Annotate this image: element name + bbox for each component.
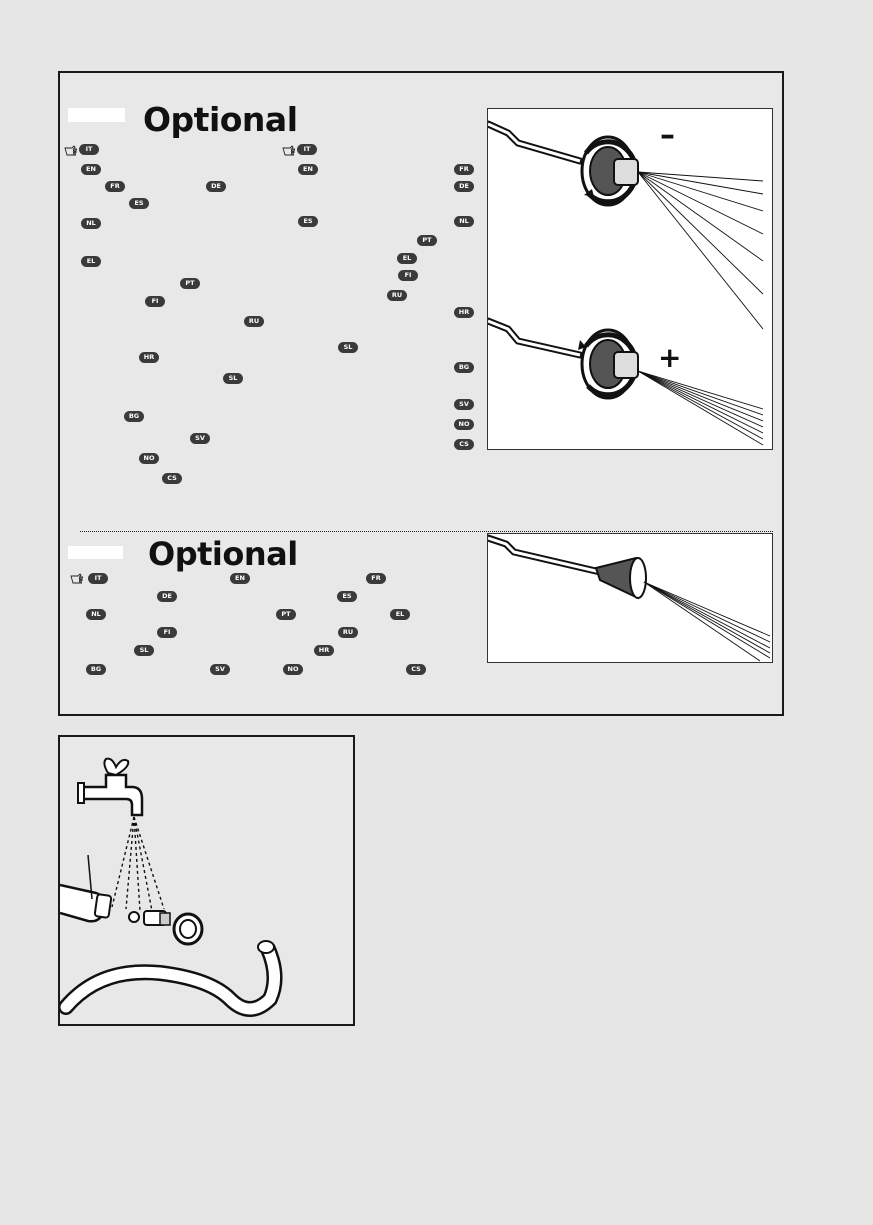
language-badge: FR [105, 181, 125, 192]
language-badge: IT [297, 144, 317, 155]
section-divider [80, 531, 773, 532]
language-badge: NO [454, 419, 474, 430]
language-badge: SV [210, 664, 230, 675]
language-badge: DE [157, 591, 177, 602]
language-badge: EN [298, 164, 318, 175]
section-heading-adjustable-nozzle: Optional [143, 100, 298, 139]
language-badge: HR [139, 352, 159, 363]
pointing-hand-icon [70, 573, 84, 584]
language-badge: NO [139, 453, 159, 464]
language-badge: ES [337, 591, 357, 602]
language-badge: FI [145, 296, 165, 307]
adjustable-nozzle-figure [487, 108, 773, 450]
language-badge: FI [157, 627, 177, 638]
pointing-hand-icon [64, 145, 78, 156]
hose-filter-figure [60, 737, 353, 1024]
language-badge: CS [406, 664, 426, 675]
language-badge: PT [276, 609, 296, 620]
plus-label: + [658, 341, 682, 374]
language-badge: IT [79, 144, 99, 155]
language-badge: RU [387, 290, 407, 301]
language-badge: BG [86, 664, 106, 675]
language-badge: RU [338, 627, 358, 638]
language-badge: PT [417, 235, 437, 246]
language-badge: NL [81, 218, 101, 229]
minus-label: – [660, 118, 675, 153]
language-badge: EL [390, 609, 410, 620]
section-tab-marker [68, 108, 125, 122]
language-badge: FR [366, 573, 386, 584]
rotary-nozzle-figure [487, 533, 773, 663]
language-badge: PT [180, 278, 200, 289]
language-badge: SV [190, 433, 210, 444]
language-badge: SL [338, 342, 358, 353]
section-heading-rotary-nozzle: Optional [148, 535, 298, 573]
language-badge: FR [454, 164, 474, 175]
language-badge: HR [454, 307, 474, 318]
language-badge: IT [88, 573, 108, 584]
language-badge: BG [124, 411, 144, 422]
language-badge: CS [454, 439, 474, 450]
language-badge: ES [298, 216, 318, 227]
language-badge: EN [230, 573, 250, 584]
language-badge: SV [454, 399, 474, 410]
language-badge: DE [206, 181, 226, 192]
language-badge: RU [244, 316, 264, 327]
language-badge: EL [397, 253, 417, 264]
language-badge: ES [129, 198, 149, 209]
language-badge: BG [454, 362, 474, 373]
language-badge: EN [81, 164, 101, 175]
language-badge: EL [81, 256, 101, 267]
language-badge: NL [454, 216, 474, 227]
adjustable-nozzle-illustration [488, 109, 772, 449]
language-badge: CS [162, 473, 182, 484]
language-badge: SL [134, 645, 154, 656]
language-badge: DE [454, 181, 474, 192]
language-badge: HR [314, 645, 334, 656]
language-badge: SL [223, 373, 243, 384]
tap-and-hose-illustration [60, 737, 353, 1024]
section-tab-marker [68, 546, 123, 559]
language-badge: FI [398, 270, 418, 281]
rotary-nozzle-illustration [488, 534, 772, 662]
language-badge: NL [86, 609, 106, 620]
pointing-hand-icon [282, 145, 296, 156]
language-badge: NO [283, 664, 303, 675]
